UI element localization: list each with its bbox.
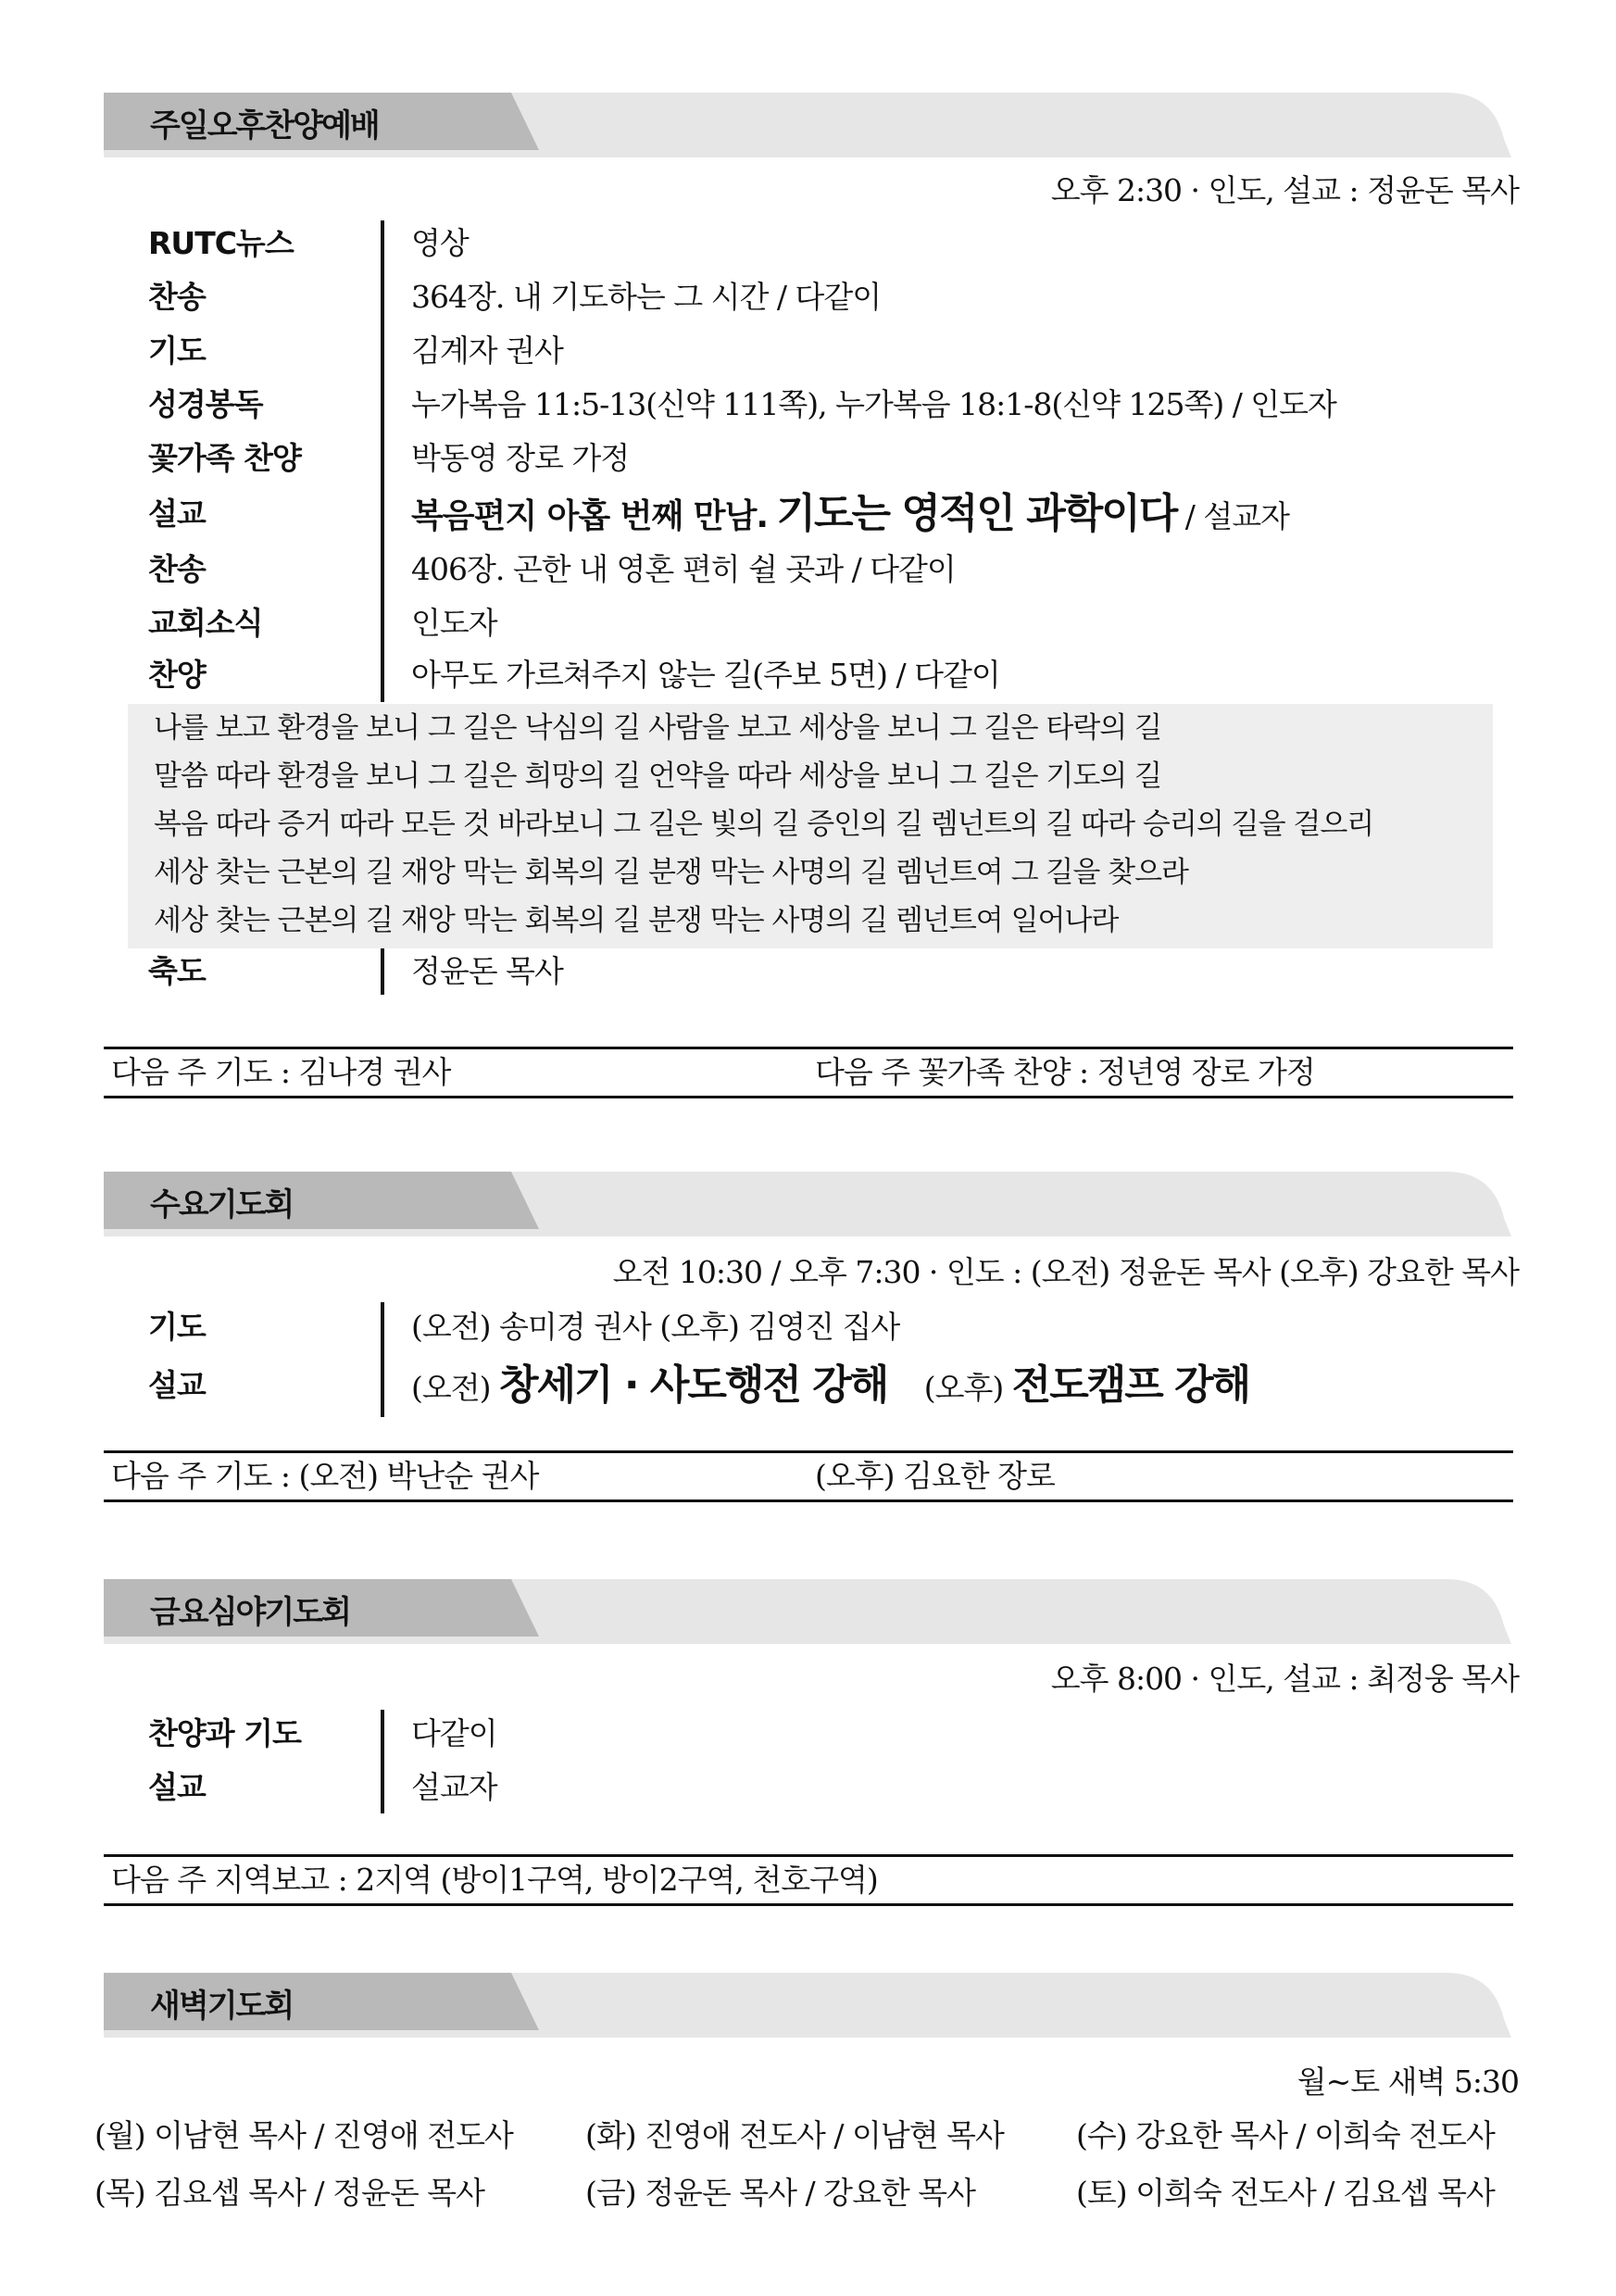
sermon-am-title: 창세기 · 사도행전 강해 xyxy=(499,1361,888,1409)
program-label: 축도 xyxy=(148,953,206,989)
program-row xyxy=(148,1707,1537,1761)
lyrics-box xyxy=(128,704,1493,948)
program-row xyxy=(148,1761,1537,1814)
program-value: 364장. 내 기도하는 그 시간 / 다같이 xyxy=(411,279,882,315)
program-label: 찬양 xyxy=(148,657,206,693)
service-info: 오전 10:30 / 오후 7:30 · 인도 : (오전) 정윤돈 목사 (오후) 강요한 목사 xyxy=(612,1254,1519,1290)
dawn-schedule-item: (목) 김요셉 목사 / 정윤돈 목사 xyxy=(94,2175,484,2211)
program-value: 누가복음 11:5-13(신약 111쪽), 누가복음 18:1-8(신약 125쪽) / 인도자 xyxy=(411,386,1336,422)
program-value: (오전) 송미경 권사 (오후) 김영진 집사 xyxy=(411,1309,900,1345)
program-value: 다같이 xyxy=(411,1715,497,1751)
sermon-pm-title: 전도캠프 강해 xyxy=(1011,1361,1250,1409)
program-value: 설교자 xyxy=(411,1769,497,1805)
program-row xyxy=(148,324,1537,378)
program-label: 성경봉독 xyxy=(148,386,263,422)
dawn-schedule-row xyxy=(94,2110,1521,2162)
program-value: 아무도 가르쳐주지 않는 길(주보 5면) / 다같이 xyxy=(411,657,1000,693)
program-row xyxy=(148,270,1537,324)
section-header-dawn xyxy=(104,1964,1511,2038)
program-label: 설교 xyxy=(148,496,206,532)
lyrics-line: 세상 찾는 근본의 길 재앙 막는 회복의 길 분쟁 막는 사명의 길 렘넌트여 일어나라 xyxy=(154,904,1119,937)
program-label: 찬양과 기도 xyxy=(148,1715,301,1751)
next-prayer-pm: (오후) 김요한 장로 xyxy=(815,1458,1055,1494)
sermon-series: 복음편지 아홉 번째 만남. xyxy=(411,497,769,535)
dawn-schedule-row xyxy=(94,2167,1521,2219)
next-prayer: 다음 주 기도 : 김나경 권사 xyxy=(111,1054,451,1090)
sermon-pm-tag: (오후) xyxy=(923,1370,1004,1406)
program-row xyxy=(148,648,1537,702)
next-region-report: 다음 주 지역보고 : 2지역 (방이1구역, 방이2구역, 천호구역) xyxy=(111,1862,878,1898)
program-row-sermon xyxy=(148,485,1537,543)
program-value: 인도자 xyxy=(411,605,497,641)
sermon-title xyxy=(411,1354,1249,1420)
program-value: 영상 xyxy=(411,225,469,261)
next-week-box xyxy=(104,1047,1513,1098)
next-prayer-am: 다음 주 기도 : (오전) 박난순 권사 xyxy=(111,1458,539,1494)
program-row xyxy=(148,596,1537,650)
program-label: 찬송 xyxy=(148,279,206,315)
section-title: 주일오후찬양예배 xyxy=(150,107,379,144)
section-header-wednesday xyxy=(104,1162,1511,1236)
program-label: 찬송 xyxy=(148,551,206,587)
next-week-box xyxy=(104,1854,1513,1906)
lyrics-line: 나를 보고 환경을 보니 그 길은 낙심의 길 사람을 보고 세상을 보니 그 길은 타락의 길 xyxy=(154,711,1162,745)
sermon-am-tag: (오전) xyxy=(411,1370,491,1406)
program-label: 설교 xyxy=(148,1367,206,1403)
service-info: 월~토 새벽 5:30 xyxy=(1297,2064,1519,2100)
program-value: 박동영 장로 가정 xyxy=(411,440,630,476)
program-label: 설교 xyxy=(148,1769,206,1805)
program-row-sermon xyxy=(148,1354,1537,1417)
section-title: 금요심야기도회 xyxy=(150,1594,350,1631)
program-label: 꽃가족 찬양 xyxy=(148,440,301,476)
program-row xyxy=(148,543,1537,596)
lyrics-line: 말씀 따라 환경을 보니 그 길은 희망의 길 언약을 따라 세상을 보니 그 길은 기도의 길 xyxy=(154,759,1162,793)
program-value: 406장. 곤한 내 영혼 편히 쉴 곳과 / 다같이 xyxy=(411,551,956,587)
program-value: 김계자 권사 xyxy=(411,332,563,369)
lyrics-line: 복음 따라 증거 따라 모든 것 바라보니 그 길은 빛의 길 증인의 길 렘넌트의 길 따라 승리의 길을 걸으리 xyxy=(154,808,1374,841)
section-title: 새벽기도회 xyxy=(150,1988,294,2025)
program-row xyxy=(148,945,1537,998)
next-flower-family: 다음 주 꽃가족 찬양 : 정년영 장로 가정 xyxy=(815,1054,1315,1090)
dawn-schedule-item: (월) 이남현 목사 / 진영애 전도사 xyxy=(94,2117,513,2153)
section-header-bar-shape xyxy=(104,1162,1511,1236)
program-label: 교회소식 xyxy=(148,605,263,641)
dawn-schedule-item: (토) 이희숙 전도사 / 김요셉 목사 xyxy=(1076,2175,1495,2211)
lyrics-line: 세상 찾는 근본의 길 재앙 막는 회복의 길 분쟁 막는 사명의 길 렘넌트여 그 길을 찾으라 xyxy=(154,856,1188,889)
program-row xyxy=(148,217,1537,270)
sermon-title xyxy=(411,485,1289,546)
section-header-sunday xyxy=(104,83,1511,157)
program-label: 기도 xyxy=(148,1309,206,1345)
section-title: 수요기도회 xyxy=(150,1186,294,1223)
program-row xyxy=(148,432,1537,485)
section-header-bar-shape xyxy=(104,1964,1511,2038)
sermon-suffix: / 설교자 xyxy=(1184,498,1289,534)
dawn-schedule-item: (수) 강요한 목사 / 이희숙 전도사 xyxy=(1076,2117,1495,2153)
program-label: RUTC뉴스 xyxy=(148,225,294,261)
program-row xyxy=(148,378,1537,432)
sermon-main-title: 기도는 영적인 과학이다 xyxy=(776,490,1177,537)
program-value: 정윤돈 목사 xyxy=(411,953,563,989)
dawn-schedule-item: (화) 진영애 전도사 / 이남현 목사 xyxy=(585,2117,1004,2153)
dawn-schedule-item: (금) 정윤돈 목사 / 강요한 목사 xyxy=(585,2175,975,2211)
service-info: 오후 2:30 · 인도, 설교 : 정윤돈 목사 xyxy=(1050,172,1519,208)
program-row xyxy=(148,1300,1537,1354)
next-week-box xyxy=(104,1450,1513,1502)
service-info: 오후 8:00 · 인도, 설교 : 최정웅 목사 xyxy=(1050,1661,1519,1697)
program-label: 기도 xyxy=(148,332,206,369)
section-header-friday xyxy=(104,1570,1511,1644)
